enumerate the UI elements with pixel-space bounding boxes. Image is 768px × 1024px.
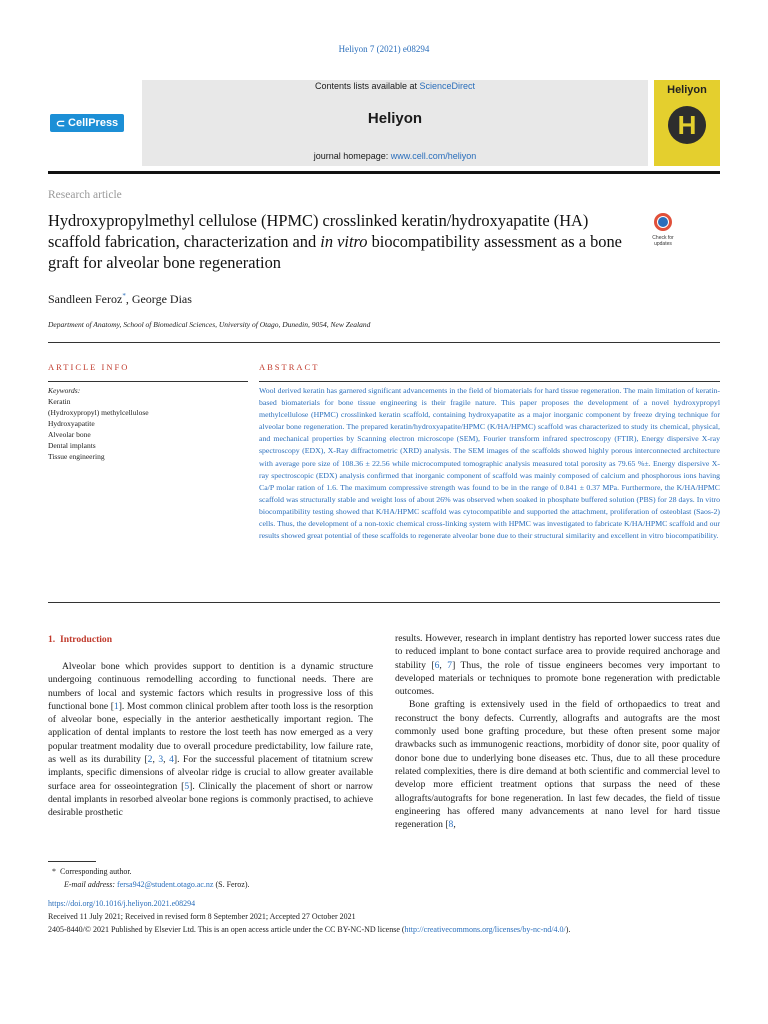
abstract-text: Wool derived keratin has garnered significant advancements in the field of biomaterials for hard tissue regeneration. The main limitation of keratin-based biomaterials for bone tissue engineering is their fragile nature. This paper proposes the development of a novel hydroxypropyl methylcellulose (HPMC) crosslinked keratin scaffold, containing hydroxyapatite as a major inorganic component by freeze drying technique for alveolar bone regeneration. The prepared keratin/hydroxyapatite/HPMC (K/HA/HPMC) scaffold was characterized to study its chemical, physical, and mechanical properties by Scanning electron microscope (SEM), Fourier transform infrared spectroscopy (FTIR), Energy dispersive X-ray spectroscopy (EDX), X-Ray diffractometric (XRD) analysis. The SEM images of the scaffolds showed highly porous interconnected architecture with average pore size of 108.36 ± 22.56 while microcomputed tomographic analysis measured total porosity as 79.65 %±. Energy dispersive X-ray spectroscopic (EDX) analysis confirmed that inorganic component of scaffold was mainly composed of calcium and phosphorous ions having Ca/P molar ration of 1.6. The maximum compressive strength was found to be in the range of 0.841 ± 0.37 MPa. Furthermore, the K/HA/HPMC scaffold was structurally stable and weight loss of about 26% was observed when soaked in phosphate buffered solution (PBS) for 28 days. In vitro biocompatibility testing showed that K/HA/HPMC scaffold was cytocompatible and supported the attachment, proliferation of osteoblast (Saos-2) cells. Thus, the development of a non-toxic chemical cross-linking system with HPMC was investigated to fabricate K/HA/HPMC scaffold and our results showed great potential of these scaffolds to regenerate alveolar bone due to their structural similarity and excellent in vitro biocompatibility. (259, 386, 720, 541)
journal-citation-link[interactable]: Heliyon 7 (2021) e08294 (338, 44, 430, 54)
cellpress-logo-text: CellPress (68, 117, 119, 129)
license-link[interactable]: http://creativecommons.org/licenses/by-nc-nd/4.0/ (404, 925, 566, 934)
section-heading-introduction (48, 634, 112, 645)
reference-link[interactable]: 3 (158, 754, 164, 766)
reference-link[interactable]: 2 (147, 754, 153, 766)
keywords-label: Keywords: (48, 386, 81, 395)
footnote-mark: * (52, 867, 56, 876)
body-column-right (395, 632, 720, 831)
section-number: 1. (48, 634, 56, 645)
reference-link[interactable]: 8 (448, 819, 454, 831)
reference-link[interactable]: 4 (169, 754, 174, 766)
footnote-divider (48, 861, 96, 862)
check-updates-icon-center (658, 217, 668, 227)
received-dates: Received 11 July 2021; Received in revised form 8 September 2021; Accepted 27 October 2021 (48, 912, 356, 921)
copyright-text: 2405-8440/© 2021 Published by Elsevier Ltd. This is an open access article under the CC BY-NC-ND license ( (48, 925, 405, 934)
doi-link[interactable]: https://doi.org/10.1016/j.heliyon.2021.e08294 (48, 899, 196, 908)
text-run: ]. Clinically the placement of short or narrow dental implants in resorbed alveolar bone regions is commonly practised, to achieve desirable prosthetic (48, 780, 373, 819)
sciencedirect-link[interactable]: ScienceDirect (419, 81, 476, 91)
homepage-prefix: journal homepage: (313, 151, 391, 161)
paragraph (395, 698, 720, 831)
header-divider (48, 171, 720, 174)
keyword: Hydroxyapatite (48, 419, 95, 428)
reference-link[interactable]: 7 (447, 659, 453, 671)
title-italic: in vitro (320, 232, 368, 251)
journal-cover[interactable] (654, 80, 720, 166)
check-updates-label: Check for updates (652, 235, 674, 247)
journal-name: Heliyon (367, 110, 423, 127)
email-label: E-mail address: (64, 880, 116, 889)
keyword: Keratin (48, 397, 71, 406)
keyword: Tissue engineering (48, 452, 105, 461)
section-title: Introduction (60, 634, 113, 645)
text-run: ]. Most common clinical problem after tooth loss is the resorption of alveolar bone, especially in the anterior aesthetically important region. The application of dental implants to restore the lost teeth has now emerged as a very popular treatment modality due to overall procedure predictability, low failure rate, as well as its durability [ (48, 700, 373, 766)
keyword: (Hydroxypropyl) methylcellulose (48, 408, 149, 417)
paragraph (48, 660, 373, 820)
cover-h-logo-icon: H (668, 106, 706, 144)
reference-link[interactable]: 5 (184, 780, 190, 792)
affiliation: Department of Anatomy, School of Biomedical Sciences, University of Otago, Dunedin, 9054, New Zealand (48, 320, 371, 329)
check-for-updates-badge[interactable] (646, 213, 680, 253)
article-title (48, 210, 628, 273)
cellpress-logo[interactable] (50, 114, 124, 132)
abstract-bottom-divider (48, 602, 720, 603)
author-first: Sandleen Feroz (48, 292, 123, 306)
title-part2: biocompatibility assessment as a bone graft for alveolar bone regeneration (48, 232, 622, 272)
text-run: ] Thus, the role of tissue engineers becomes very important to developed materials or techniques to promote bone regeneration with predictable outcomes. (395, 659, 720, 698)
abstract-heading: ABSTRACT (259, 362, 320, 372)
text-run: , (163, 754, 170, 766)
author-email-link[interactable]: fersa942@student.otago.ac.nz (117, 880, 214, 889)
copyright-suffix: ). (565, 925, 571, 934)
doi-line (48, 899, 195, 908)
text-run: , (439, 659, 448, 671)
footnote-text: Corresponding author. (60, 867, 132, 876)
abstract-divider (259, 381, 720, 382)
email-suffix: (S. Feroz). (213, 880, 250, 889)
corresponding-author-mark[interactable]: * (122, 292, 126, 300)
journal-homepage-link[interactable]: www.cell.com/heliyon (390, 151, 477, 161)
email-footnote (64, 880, 249, 889)
cover-title: Heliyon (667, 84, 707, 96)
keyword: Dental implants (48, 441, 96, 450)
title-part1: Hydroxypropylmethyl cellulose (HPMC) crosslinked keratin/hydroxyapatite (HA) scaffold fabrication, characterization and (48, 211, 589, 251)
author-rest: , George Dias (125, 292, 192, 306)
corresponding-author-footnote (52, 867, 132, 876)
text-run: Alveolar bone which provides support to dentition is a dynamic structure undergoing continuous remodelling according to functional needs. There are numbers of local and systemic factors which results in progressive loss of this functional bone [ (48, 661, 373, 712)
body-column-left (48, 660, 373, 820)
authors (48, 292, 192, 307)
contents-prefix: Contents lists available at (314, 81, 420, 91)
publisher-logo-area (48, 80, 140, 166)
homepage-line (142, 151, 648, 161)
text-run: results. However, research in implant dentistry has reported lower success rates due to reduced implant to bone contact surface area to provide required anchorage and stability [ (395, 633, 720, 671)
cellpress-logo-icon: ⊂ (55, 117, 66, 130)
text-run: , (152, 754, 159, 766)
article-type: Research article (48, 189, 122, 201)
article-info-divider (48, 381, 248, 382)
keyword: Alveolar bone (48, 430, 91, 439)
reference-link[interactable]: 6 (434, 659, 440, 671)
paragraph (395, 632, 720, 698)
meta-divider (48, 342, 720, 343)
text-run: , (453, 819, 456, 831)
reference-link[interactable]: 1 (113, 700, 119, 712)
keywords-list (48, 385, 248, 462)
copyright-line (48, 925, 570, 934)
article-info-heading: ARTICLE INFO (48, 362, 130, 372)
journal-header (142, 80, 648, 166)
text-run: Bone grafting is extensively used in the field of orthopaedics to treat and reconstruct the bony defects. Currently, allografts and autografts are the most commonly used bone grafting procedure, but these often present some major drawbacks such as immunogenic reactions, morbidity of donor site, poor quality of donor bone due to underlying bone diseases etc. Thus, due to all these procedure related complexities, there is dire demand at both scientific and commercial level to develop more efficient treatment options that surpass the need of these allografts/autografts for bone regeneration. In last few decades, the field of tissue engineering has offered many advancements at nano level for hard tissue regeneration [ (395, 699, 720, 831)
text-run: ]. For the successful placement of titatnium screw implants, specific dimensions of alveolar ridge is crucial to allow greater available surface area for osseointegration [ (48, 754, 374, 792)
contents-line (142, 81, 648, 91)
